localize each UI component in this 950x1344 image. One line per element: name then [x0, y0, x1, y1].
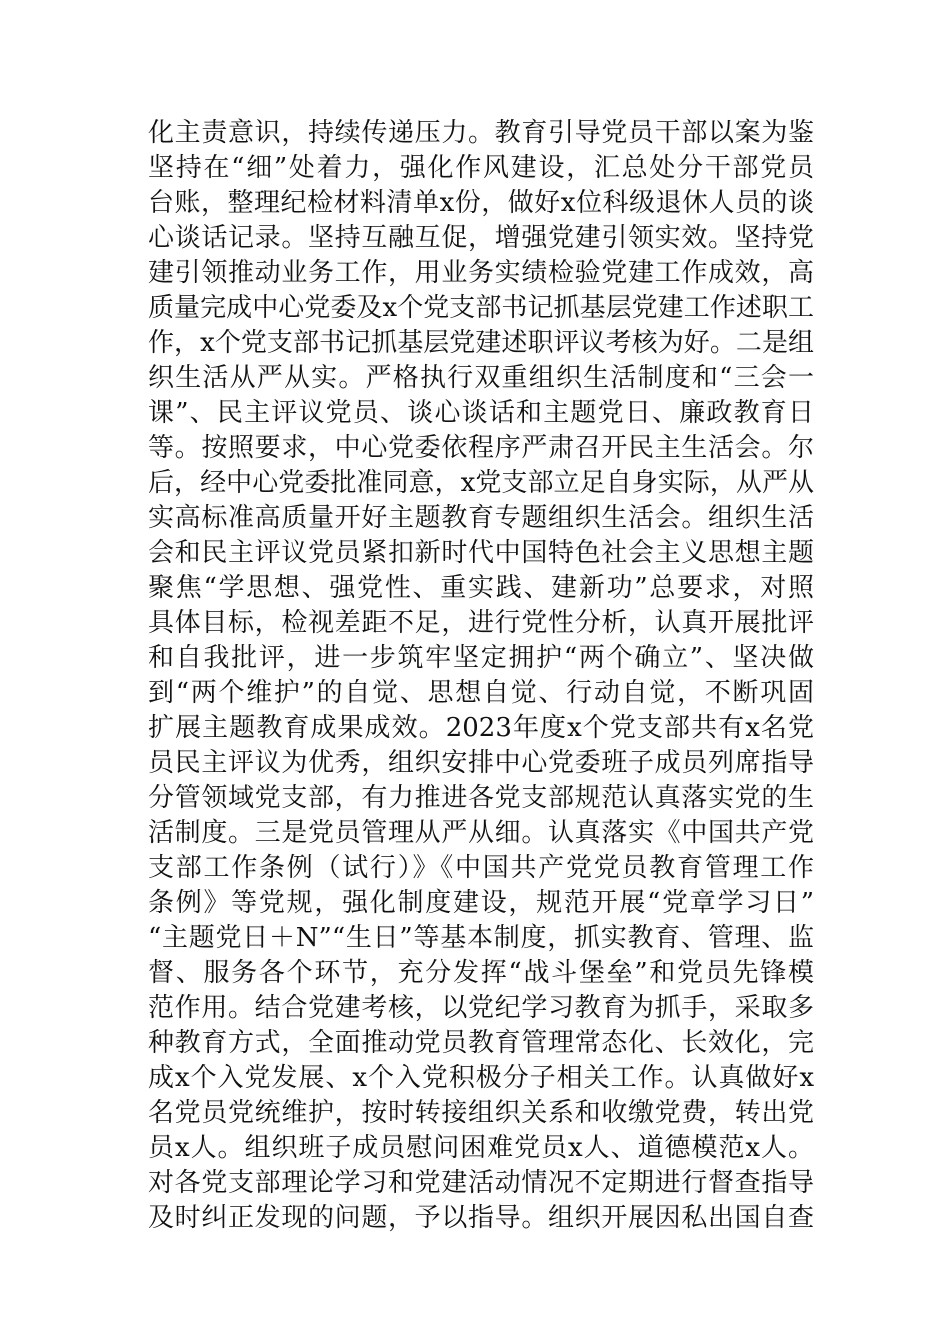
text-line: 范作用。结合党建考核，以党纪学习教育为抓手，采取多: [148, 993, 814, 1023]
text-line: “主题党日＋N”“生日”等基本制度，抓实教育、管理、监: [148, 923, 814, 953]
text-line: 作，x个党支部书记抓基层党建述职评议考核为好。二是组: [148, 328, 814, 358]
text-line: 等。按照要求，中心党委依程序严肃召开民主生活会。尔: [148, 433, 814, 463]
text-line: 化主责意识，持续传递压力。教育引导党员干部以案为鉴: [148, 118, 814, 148]
text-line: 扩展主题教育成果成效。2023年度x个党支部共有x名党: [148, 713, 814, 743]
text-line: 种教育方式，全面推动党员教育管理常态化、长效化，完: [148, 1028, 814, 1058]
text-line: 课”、民主评议党员、谈心谈话和主题党日、廉政教育日: [148, 398, 814, 428]
text-line: 台账，整理纪检材料清单x份，做好x位科级退休人员的谈: [148, 188, 814, 218]
text-line: 坚持在“细”处着力，强化作风建设，汇总处分干部党员: [148, 153, 814, 183]
text-line: 成x个入党发展、x个入党积极分子相关工作。认真做好x: [148, 1063, 814, 1093]
text-line: 建引领推动业务工作，用业务实绩检验党建工作成效，高: [148, 258, 814, 288]
text-line: 及时纠正发现的问题，予以指导。组织开展因私出国自查: [148, 1203, 814, 1233]
text-line: 督、服务各个环节，充分发挥“战斗堡垒”和党员先锋模: [148, 958, 814, 988]
text-line: 会和民主评议党员紧扣新时代中国特色社会主义思想主题: [148, 538, 814, 568]
text-line: 实高标准高质量开好主题教育专题组织生活会。组织生活: [148, 503, 814, 533]
text-line: 质量完成中心党委及x个党支部书记抓基层党建工作述职工: [148, 293, 814, 323]
text-line: 具体目标，检视差距不足，进行党性分析，认真开展批评: [148, 608, 814, 638]
text-line: 到“两个维护”的自觉、思想自觉、行动自觉，不断巩固: [148, 678, 814, 708]
text-line: 分管领域党支部，有力推进各党支部规范认真落实党的生: [148, 783, 814, 813]
text-line: 名党员党统维护，按时转接组织关系和收缴党费，转出党: [148, 1098, 814, 1128]
text-line: 后，经中心党委批准同意，x党支部立足自身实际，从严从: [148, 468, 814, 498]
text-line: 员民主评议为优秀，组织安排中心党委班子成员列席指导: [148, 748, 814, 778]
text-line: 织生活从严从实。严格执行双重组织生活制度和“三会一: [148, 363, 814, 393]
text-line: 对各党支部理论学习和党建活动情况不定期进行督查指导: [148, 1168, 814, 1198]
text-line: 员x人。组织班子成员慰问困难党员x人、道德模范x人。: [148, 1133, 814, 1163]
text-line: 聚焦“学思想、强党性、重实践、建新功”总要求，对照: [148, 573, 814, 603]
body-text: [148, 116, 814, 1236]
text-line: 支部工作条例（试行）》《中国共产党党员教育管理工作: [148, 853, 814, 883]
text-line: 和自我批评，进一步筑牢坚定拥护“两个确立”、坚决做: [148, 643, 814, 673]
text-line: 心谈话记录。坚持互融互促，增强党建引领实效。坚持党: [148, 223, 814, 253]
text-line: 条例》等党规，强化制度建设，规范开展“党章学习日”: [148, 888, 814, 918]
text-line: 活制度。三是党员管理从严从细。认真落实《中国共产党: [148, 818, 814, 848]
